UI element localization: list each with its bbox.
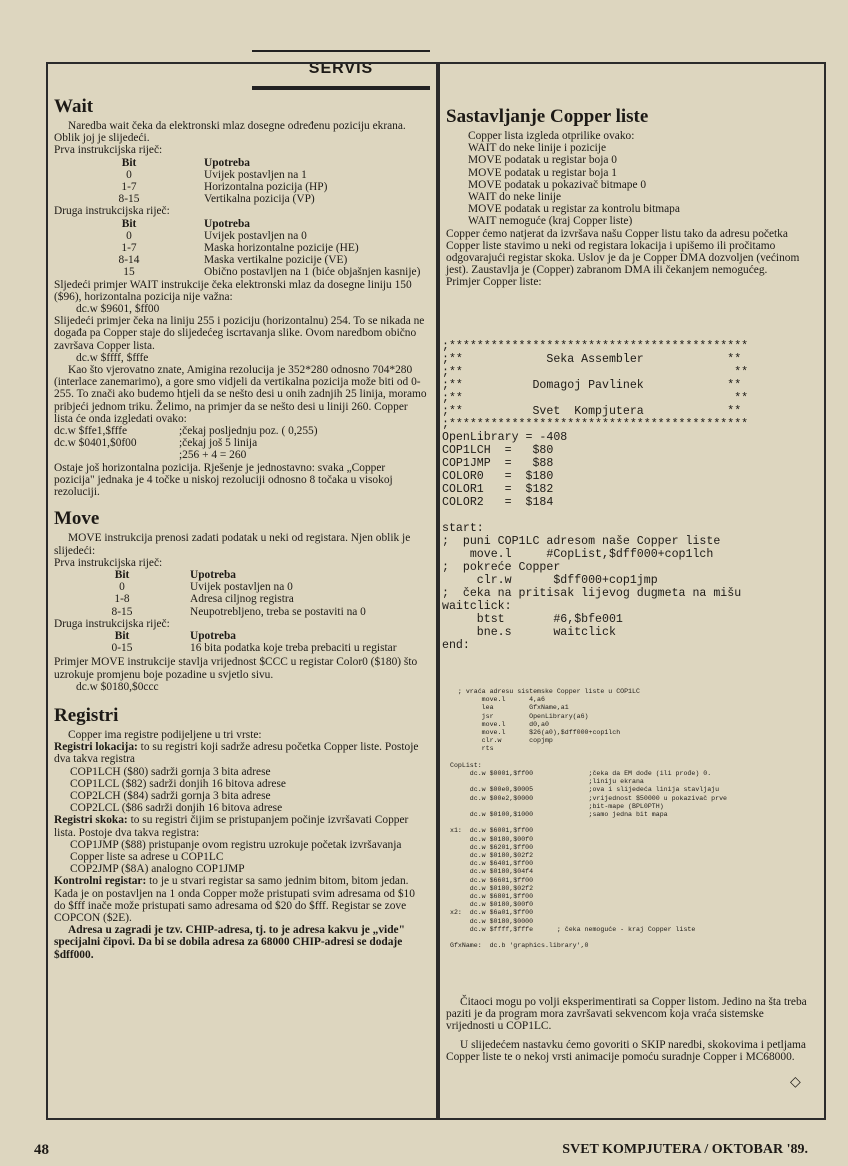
paragraph [54, 875, 428, 924]
definition: to su registri čijim se pristupanjem počinje izvršavati Copper lista. Postoje dva takva registra: [54, 814, 409, 839]
wait-heading: Wait [54, 96, 94, 117]
table-cell: Obično postavljen na 1 (biće objašnjen kasnije) [204, 266, 421, 279]
table-cell: 15 [123, 266, 135, 279]
page-number: 48 [34, 1142, 49, 1158]
list-item: WAIT do neke linije i pozicije [468, 142, 607, 155]
table-cell: 0 [126, 229, 132, 242]
paragraph: U slijedećem nastavku ćemo govoriti o SKIP naredbi, skokovima i petljama Copper liste te o nekoj vrsti animacije pomoću suradnje Copper i MC68000. [446, 1038, 806, 1063]
table-cell: 0 [119, 581, 125, 594]
list-item: COP1LCH ($80) sadrži gornja 3 bita adrese [70, 765, 271, 778]
list-item: MOVE podatak u pokazivač bitmape 0 [468, 178, 647, 191]
paragraph: Primjer MOVE instrukcije stavlja vrijednost $CCC u registar Color0 ($180) što uzrokuje promjenu boje pozadine u svjetlo sivu. [54, 656, 418, 681]
list-item: WAIT do neke linije [468, 191, 562, 204]
paragraph: Sljedeći primjer WAIT instrukcije čeka elektronski mlaz da dosegne liniju 150 ($96), horizontalna pozicija nije važna: [54, 278, 412, 303]
table-cell: Maska horizontalne pozicije (HE) [204, 242, 359, 255]
registri-heading: Registri [54, 704, 119, 726]
code-block [54, 425, 428, 462]
col-use-header: Upotreba [204, 217, 250, 230]
paragraph-bold: Adresa u zagradi je tzv. CHIP-adresa, tj. to je adresa kakvu je „vide" specijalni čipovi. Da bi se dobila adresa za 68000 CHIP-adresi se dodaje $dff000. [54, 924, 405, 961]
table-cell: 0-15 [111, 642, 133, 655]
table-cell: Uvijek postavljen na 1 [204, 168, 307, 181]
paragraph: Ostaje još horizontalna pozicija. Rješenje je jednostavno: svaka „Copper pozicija" jednaka je 4 točke u niskoj rezoluciji odnosno 8 točaka u visokoj rezoluciji. [54, 461, 393, 499]
table-cell: 8-15 [111, 605, 133, 618]
magazine-footer: SVET KOMPJUTERA / OKTOBAR '89. [562, 1142, 808, 1157]
col-bit-header: Bit [114, 568, 130, 581]
list-item: MOVE podatak u registar boja 0 [468, 154, 617, 167]
table-cell: 16 bita podatka koje treba prebaciti u registar [190, 642, 397, 655]
first-word-label: Prva instrukcijska riječ: [54, 144, 163, 157]
list-intro: Copper lista izgleda otprilike ovako: [468, 130, 635, 142]
paragraph: Kao što vjerovatno znate, Amigina rezolucija je 352*280 odnosno 704*280 (interlace zanemarimo), a gore smo vidjeli da vertikalna pozicija može biti od 0-255. To znači ako budemo htjeli da se nešto desi u onih zadnjih 25 linija, moramo pribjeći jednom triku. Želimo, na primjer da se nešto desi u liniji 260. Copper lista će onda izgledati ovako: [54, 364, 427, 425]
steps-list [446, 130, 814, 228]
list-item: COP1JMP ($88) pristupanje ovom registru uzrokuje početak izvršavanja Copper liste sa adrese u COP1LC [70, 838, 402, 863]
wait-table-2 [54, 218, 428, 279]
definition: to je u stvari registar sa samo jednim bitom, bitom jedan. Kada je on postavljen na 1 onda Copper može pristupati svim adresama od $10 do $fff inače može pristupati samo adresama od $20 do $fff. Registar se zove COPCON ($2E). [54, 875, 415, 924]
code-line: dc.w $ffe1,$fffe [54, 425, 128, 438]
col-use-header: Upotreba [204, 156, 250, 169]
paragraph: Čitaoci mogu po volji eksperimentirati sa Copper listom. Jedino na šta treba paziti je da program mora završavati sekvencom koja vraća sistemske vrijednosti u COP1LC. [446, 996, 807, 1033]
term: Registri lokacija: [54, 741, 138, 754]
table-cell: 1-7 [121, 181, 137, 194]
end-mark-icon: ◇ [790, 1075, 801, 1090]
table-cell: Adresa ciljnog registra [190, 593, 294, 606]
move-table-1 [54, 569, 428, 618]
paragraph: Copper ćemo natjerat da izvršava našu Copper listu tako da adresu početka Copper liste stavimo u neki od registara lokacija i upišemo ili pročitamo odgovarajući registar skoka. Uslov je da je Copper DMA dozvoljen (većinom jest). Zaustavlja je (Copper) zabranom DMA ili čekanjem nemogućeg. [446, 227, 800, 277]
first-word-label: Prva instrukcijska riječ: [54, 556, 163, 569]
paragraph: Copper ima registre podijeljene u tri vrste: [68, 728, 262, 741]
left-column [54, 94, 428, 961]
assembler-listing-small: ; vraća adresu sistemske Copper liste u COP1LC move.l 4,a6 lea GfxName,a1 jsr OpenLibrary(a6) move.l d0,a0 move.l $26(a0),$dff000+cop1lch clr.w copjmp rts CopList: dc.w $0001,$ff00 ;čeka da EM dođe (ili prođe) 0. ;liniju ekrana dc.w $00e0,$0005 ;ova i slijedeća linija stavljaju dc.w $00e2,$0000 ;vrijednost $50000 u pokazivač prve ;bit-mape (BPL0PTH) dc.w $0100,$1000 ;samo jedna bit mapa x1: dc.w $6001,$ff00 dc.w $0180,$00f0 dc.w $6201,$ff00 dc.w $0180,$02f2 dc.w $6401,$ff00 dc.w $0180,$04f4 dc.w $6601,$ff00 dc.w $0180,$02f2 dc.w $6801,$ff00 dc.w $0180,$00f0 x2: dc.w $6a01,$ff00 dc.w $0180,$0000 dc.w $ffff,$fffe ; čeka nemoguće - kraj Copper liste GfxName: dc.b 'graphics.library',0 [450, 688, 727, 950]
list-item: COP2LCH ($84) sadrži gornja 3 bita adrese [70, 789, 271, 802]
code-line: dc.w $0401,$0f00 [54, 437, 137, 450]
term: Registri skoka: [54, 814, 128, 827]
paragraph [54, 741, 428, 765]
table-cell: 0 [126, 168, 132, 181]
col-use-header: Upotreba [190, 568, 236, 581]
second-word-label: Druga instrukcijska riječ: [54, 617, 170, 630]
code-comment: ;256 + 4 = 260 [179, 449, 247, 462]
move-table-2 [54, 630, 428, 654]
table-cell: 8-14 [118, 254, 140, 267]
list-item: MOVE podatak u registar za kontrolu bitmapa [468, 203, 680, 216]
wait-table-1 [54, 157, 428, 206]
paragraph: Slijedeći primjer čeka na liniju 255 i poziciju (horizontalnu) 254. To se nikada ne događa pa Copper staje do slijedećeg iscrtavanja slike. Ovom naredbom obično završava Copper lista. [54, 315, 425, 352]
assembler-listing: ;******************************************* ;** Seka Assembler ** ;** ** ;** Domagoj Pavlinek ** ;** ** ;** Svet Kompjutera ** ;******************************************* OpenLibrary = -408 COP1LCH = $80 COP1JMP = $88 COLOR0 = $180 COLOR1 = $182 COLOR2 = $184 start: ; puni COP1LC adresom naše Copper liste move.l #CopList,$dff000+cop1lch ; pokreće Copper clr.w $dff000+cop1jmp ; čeka na pritisak lijevog dugmeta na mišu waitclick: btst #6,$bfe001 bne.s waitclick end: [442, 340, 749, 652]
table-cell: Uvijek postavljen na 0 [190, 581, 293, 594]
second-word-label: Druga instrukcijska riječ: [54, 205, 170, 218]
col-use-header: Upotreba [190, 629, 236, 642]
code-comment: ;čekaj još 5 linija [179, 437, 258, 450]
table-cell: 1-8 [114, 593, 130, 606]
term: Kontrolni registar: [54, 875, 147, 888]
right-column [446, 104, 814, 289]
right-column-end [446, 996, 814, 1063]
list-item: MOVE podatak u registar boja 1 [468, 166, 617, 179]
col-bit-header: Bit [121, 217, 137, 230]
table-cell: Maska vertikalne pozicije (VE) [204, 254, 348, 267]
code-line: dc.w $0180,$0ccc [76, 680, 159, 693]
table-cell: Vertikalna pozicija (VP) [204, 193, 315, 206]
section-header: SERVIS [252, 50, 430, 90]
col-bit-header: Bit [114, 629, 130, 642]
table-cell: Neupotrebljeno, treba se postaviti na 0 [190, 605, 366, 618]
table-cell: Uvijek postavljen na 0 [204, 229, 307, 242]
move-intro: MOVE instrukcija prenosi zadati podatak u neki od registara. Njen oblik je slijedeći: [54, 532, 411, 557]
code-comment: ;čekaj posljednju poz. ( 0,255) [179, 425, 318, 438]
list-item: COP2JMP ($8A) analogno COP1JMP [70, 863, 245, 876]
wait-intro: Naredba wait čeka da elektronski mlaz dosegne određenu poziciju ekrana. Oblik joj je slijedeći. [54, 120, 406, 145]
definition: to su registri koji sadrže adresu početka Copper liste. Postoje dva takva registra [54, 741, 419, 766]
list-item: COP2LCL ($86 sadrži donjih 16 bitova adrese [70, 802, 283, 815]
code-line: dc.w $9601, $ff00 [76, 303, 160, 316]
table-cell: 1-7 [121, 242, 137, 255]
code-line: dc.w $ffff, $fffe [76, 351, 149, 364]
table-cell: Horizontalna pozicija (HP) [204, 181, 328, 194]
paragraph [54, 814, 428, 838]
copper-list-heading: Sastavljanje Copper liste [446, 106, 649, 127]
paragraph: Primjer Copper liste: [446, 276, 542, 289]
list-item: WAIT nemoguće (kraj Copper liste) [468, 215, 633, 228]
move-heading: Move [54, 508, 100, 530]
table-cell: 8-15 [118, 193, 140, 206]
list-item: COP1LCL ($82) sadrži donjih 16 bitova adrese [70, 777, 286, 790]
col-bit-header: Bit [121, 156, 137, 169]
